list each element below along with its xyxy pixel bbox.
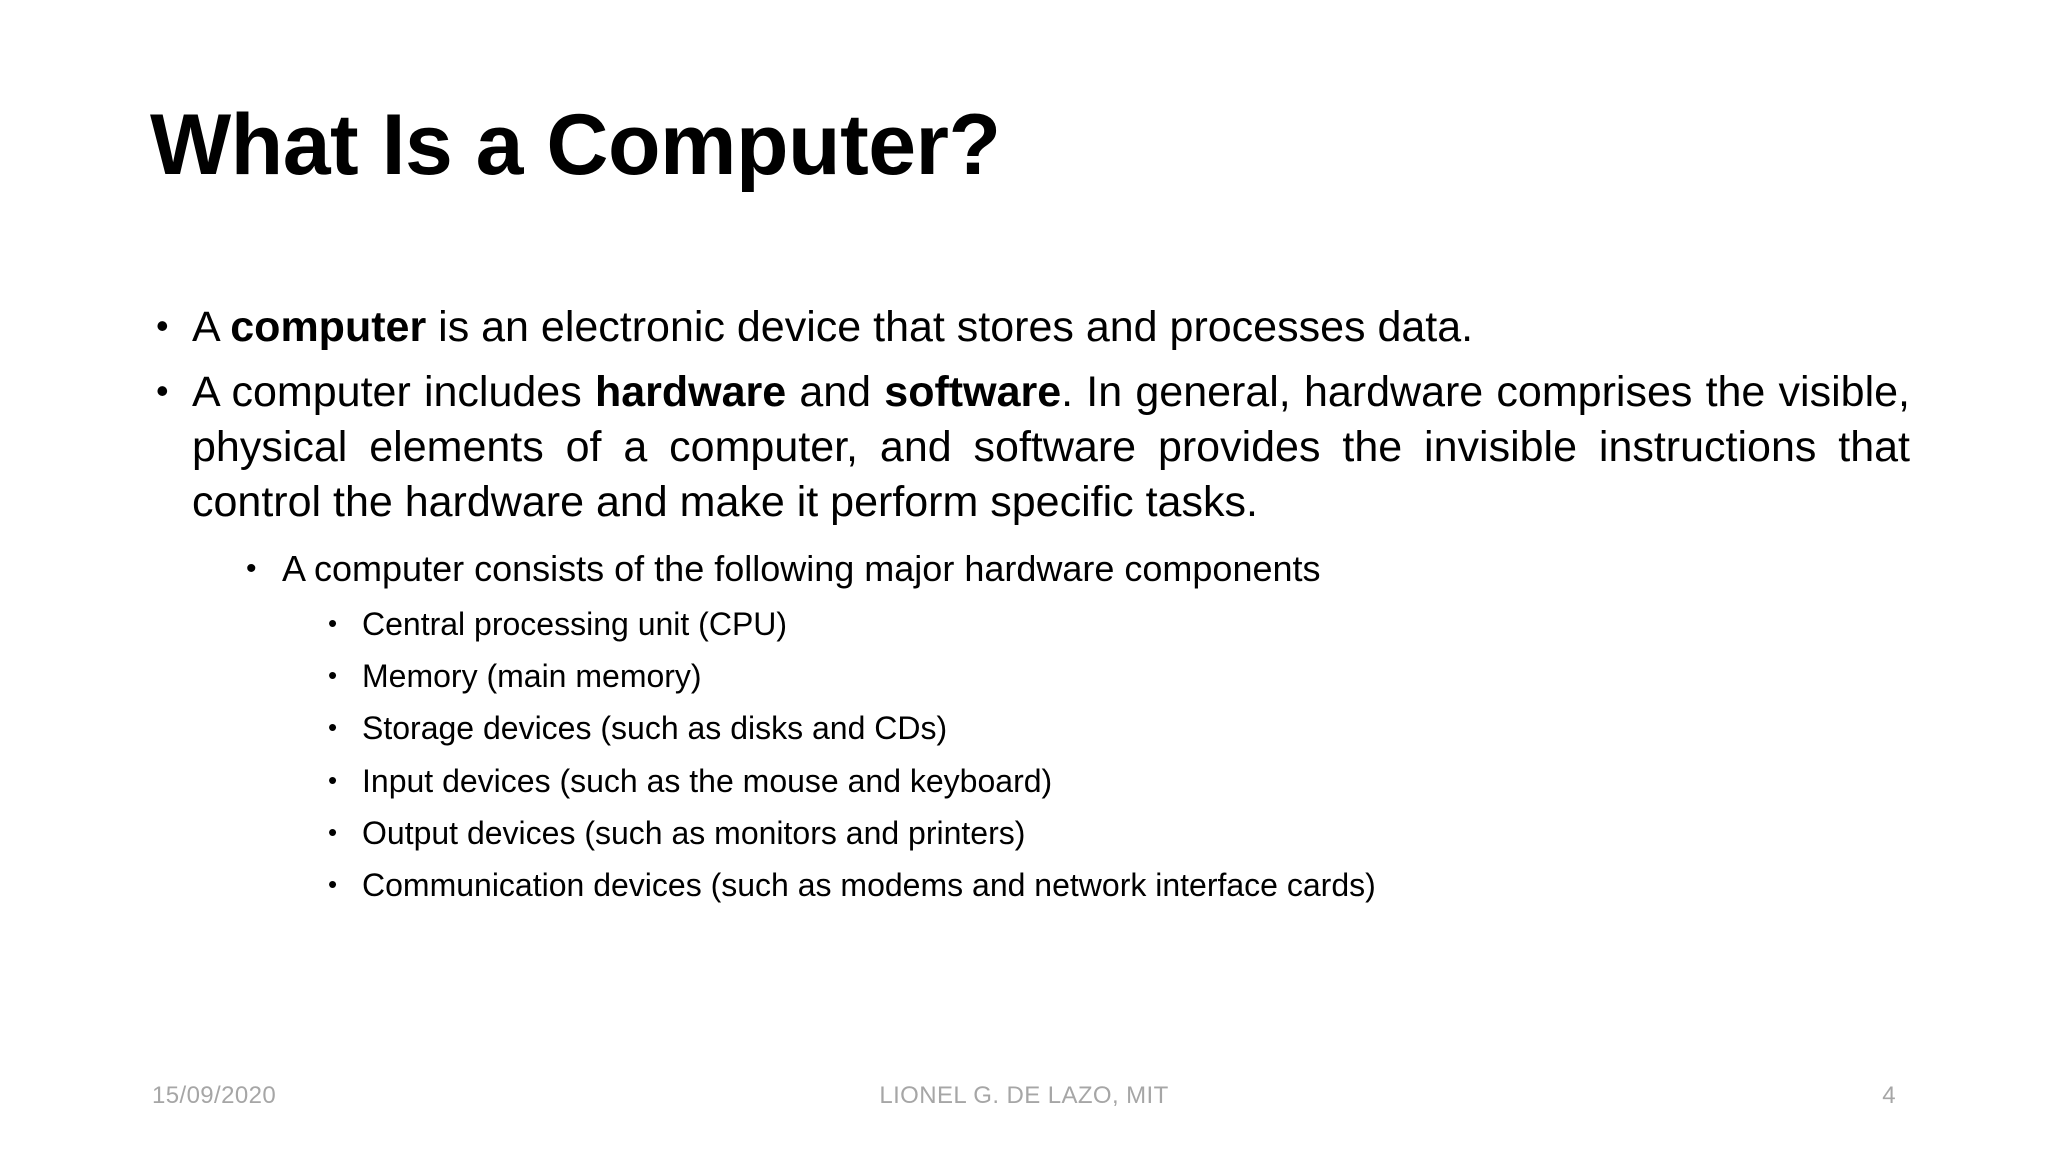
- bullet-2-text-mid: and: [786, 368, 885, 417]
- bullet-level3-6: • Communication devices (such as modems and network interface cards): [320, 864, 1910, 906]
- bullet-level1-2: [150, 365, 1910, 530]
- bullet-1-text-post: is an electronic device that stores and processes data.: [426, 303, 1474, 351]
- bullet-level3-4: • Input devices (such as the mouse and keyboard): [320, 760, 1910, 802]
- bullet-2-text-pre: A computer includes: [192, 368, 595, 417]
- bullet-2-text-post: . In general, hardware comprises the visible, physical elements of a computer, and software provides the invisible instructions that control the hardware and make it perform specific tasks.: [192, 368, 1910, 527]
- bullet-level3-1: • Central processing unit (CPU): [320, 603, 1910, 645]
- slide-footer: [0, 1082, 2048, 1122]
- bullet-1-text-pre: A: [192, 303, 231, 351]
- bullet-level2-1: • A computer consists of the following major hardware components: [240, 546, 1910, 593]
- slide-body: [150, 300, 1910, 906]
- footer-date: 15/09/2020: [152, 1082, 277, 1109]
- bullet-level3-2: • Memory (main memory): [320, 655, 1910, 697]
- footer-page-number: 4: [1882, 1082, 1896, 1109]
- footer-author: LIONEL G. DE LAZO, MIT: [879, 1082, 1169, 1109]
- bullet-level3-3: • Storage devices (such as disks and CDs): [320, 707, 1910, 749]
- bullet-2-term-software: software: [884, 368, 1062, 417]
- bullet-level1-1: [150, 300, 1910, 355]
- bullet-1-term-computer: computer: [230, 303, 427, 351]
- bullet-2-term-hardware: hardware: [594, 368, 787, 417]
- page-title: What Is a Computer?: [150, 97, 1001, 193]
- bullet-level3-5: • Output devices (such as monitors and printers): [320, 812, 1910, 854]
